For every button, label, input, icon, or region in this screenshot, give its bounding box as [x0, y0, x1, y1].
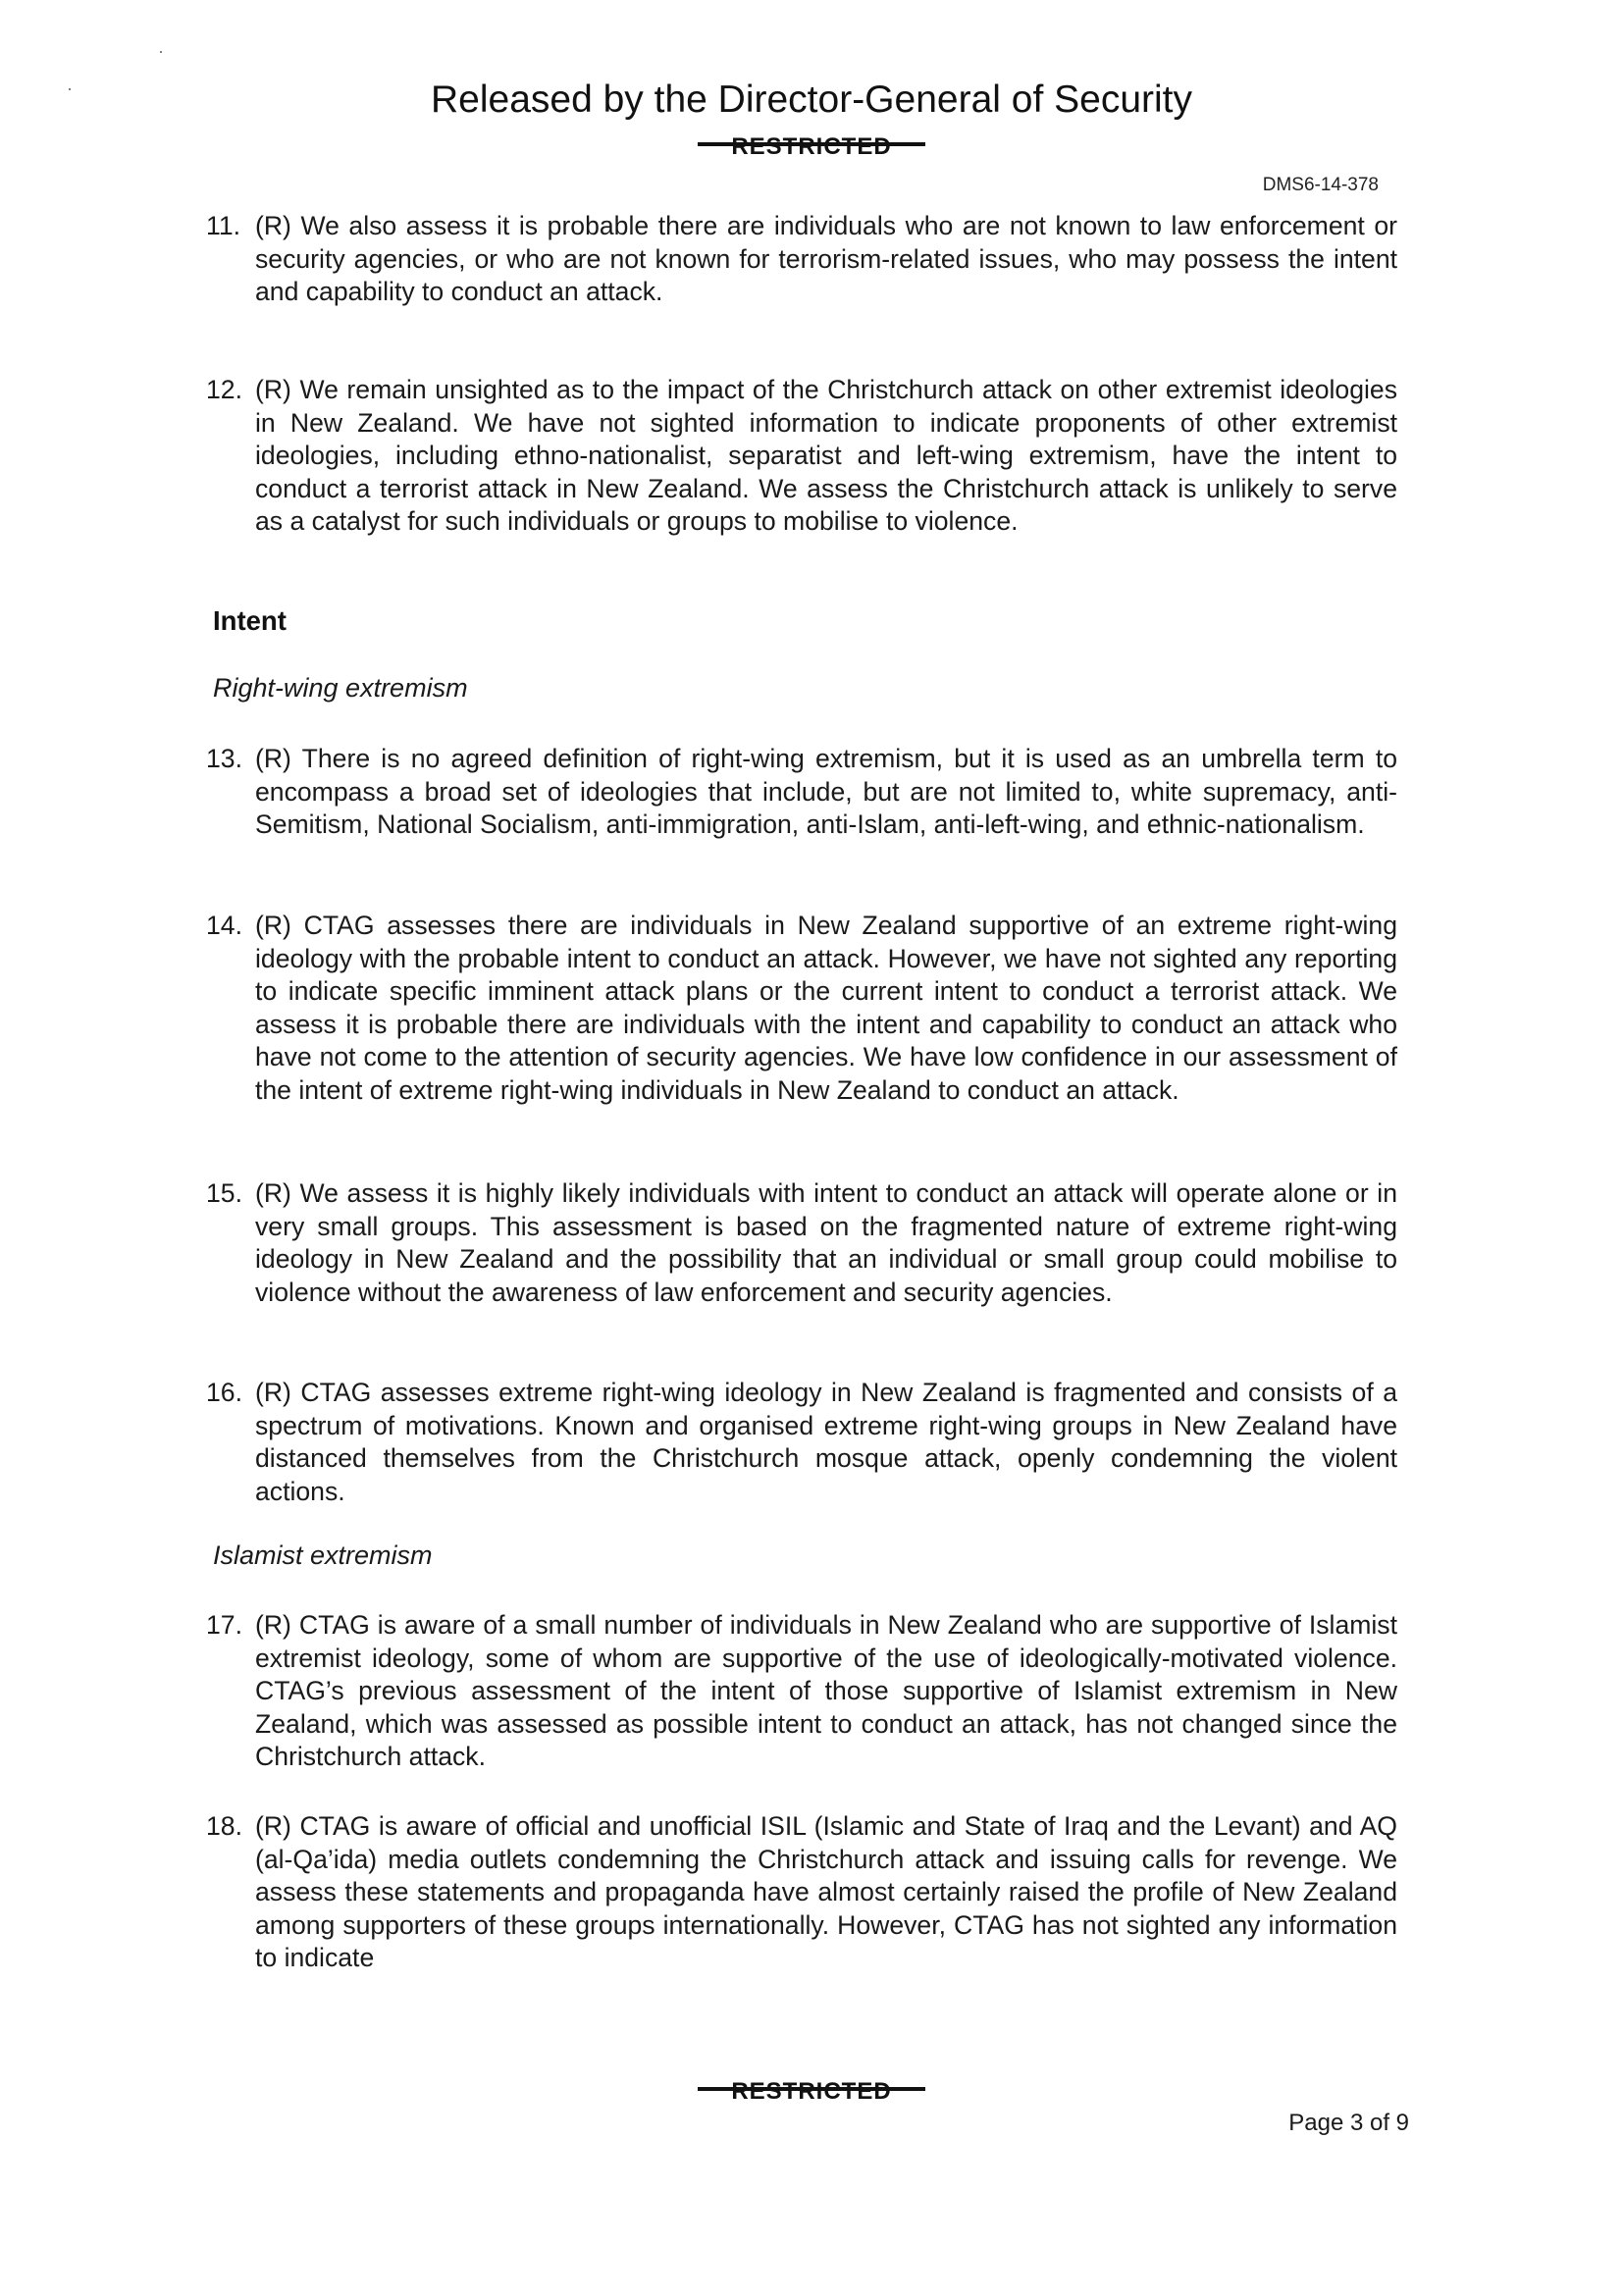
paragraph-14: [206, 910, 1397, 1108]
paragraph-text: (R) CTAG assesses extreme right-wing ideology in New Zealand is fragmented and consists of a spectrum of motivations. Known and organised extreme right-wing groups in New Zealand have distanced themselves from the Christchurch mosque attack, openly condemning the violent actions.: [255, 1378, 1397, 1506]
paragraph-11: [206, 210, 1397, 309]
paragraph-text: (R) We also assess it is probable there are individuals who are not known to law enforcement or security agencies, or who are not known for terrorism-related issues, who may possess the intent and capability to conduct an attack.: [255, 211, 1397, 307]
paragraph-number: 12.: [206, 375, 242, 404]
release-line: Released by the Director-General of Security: [430, 78, 1193, 121]
page-number: Page 3 of 9: [1288, 2110, 1409, 2136]
paragraph-number: 14.: [206, 911, 242, 940]
paragraph-text: (R) We assess it is highly likely individuals with intent to conduct an attack will operate alone or in very small groups. This assessment is based on the fragmented nature of extreme right-wing ideology in New Zealand and the possibility that an individual or small group could mobilise to violence without the awareness of law enforcement and security agencies.: [255, 1178, 1397, 1307]
section-heading-intent: Intent: [213, 605, 287, 636]
paragraph-16: [206, 1377, 1397, 1508]
paragraph-number: 11.: [206, 211, 240, 240]
classification-marking-bottom: [0, 2078, 1623, 2106]
paragraph-text: (R) CTAG is aware of official and unofficial ISIL (Islamic and State of Iraq and the Levant) and AQ (al-Qa’ida) media outlets condemning the Christchurch attack and issuing calls for revenge. We assess these statements and propaganda have almost certainly raised the profile of New Zealand among supporters of these groups internationally. However, CTAG has not sighted any information to indicate: [255, 1811, 1397, 1973]
paragraph-number: 17.: [206, 1610, 242, 1640]
paragraph-number: 18.: [206, 1811, 242, 1841]
classification-marking-top: [0, 133, 1623, 161]
paragraph-text: (R) CTAG is aware of a small number of individuals in New Zealand who are supportive of Islamist extremist ideology, some of whom are supportive of the use of ideologically-motivated violence. CTAG’s previous assessment of the intent of those supportive of Islamist extremism in New Zealand, which was assessed as possible intent to conduct an attack, has not changed since the Christchurch attack.: [255, 1610, 1397, 1772]
paragraph-15: [206, 1177, 1397, 1309]
paragraph-13: [206, 743, 1397, 842]
paragraph-number: 16.: [206, 1378, 242, 1407]
scan-speck: [160, 51, 162, 53]
subheading-islamist-extremism: Islamist extremism: [213, 1540, 433, 1570]
subheading-right-wing-extremism: Right-wing extremism: [213, 673, 468, 703]
paragraph-18: [206, 1810, 1397, 1975]
document-reference: DMS6-14-378: [1262, 175, 1379, 195]
paragraph-number: 13.: [206, 744, 242, 773]
classification-text: RESTRICTED: [727, 2078, 895, 2106]
paragraph-12: [206, 374, 1397, 539]
paragraph-text: (R) CTAG assesses there are individuals in New Zealand supportive of an extreme right-wing ideology with the probable intent to conduct an attack. However, we have not sighted any reporting to indicate specific imminent attack plans or the current intent to conduct a terrorist attack. We assess it is probable there are individuals with the intent and capability to conduct an attack who have not come to the attention of security agencies. We have low confidence in our assessment of the intent of extreme right-wing individuals in New Zealand to conduct an attack.: [255, 911, 1397, 1105]
classification-text: RESTRICTED: [727, 133, 895, 161]
paragraph-17: [206, 1609, 1397, 1774]
paragraph-text: (R) There is no agreed definition of right-wing extremism, but it is used as an umbrella term to encompass a broad set of ideologies that include, but are not limited to, white supremacy, anti-Semitism, National Socialism, anti-immigration, anti-Islam, anti-left-wing, and ethnic-nationalism.: [255, 744, 1397, 840]
paragraph-text: (R) We remain unsighted as to the impact of the Christchurch attack on other extremist ideologies in New Zealand. We have not sighted information to indicate proponents of other extremist ideologies, including ethno-nationalist, separatist and left-wing extremism, have the intent to conduct a terrorist attack in New Zealand. We assess the Christchurch attack is unlikely to serve as a catalyst for such individuals or groups to mobilise to violence.: [255, 375, 1397, 537]
paragraph-number: 15.: [206, 1178, 242, 1208]
